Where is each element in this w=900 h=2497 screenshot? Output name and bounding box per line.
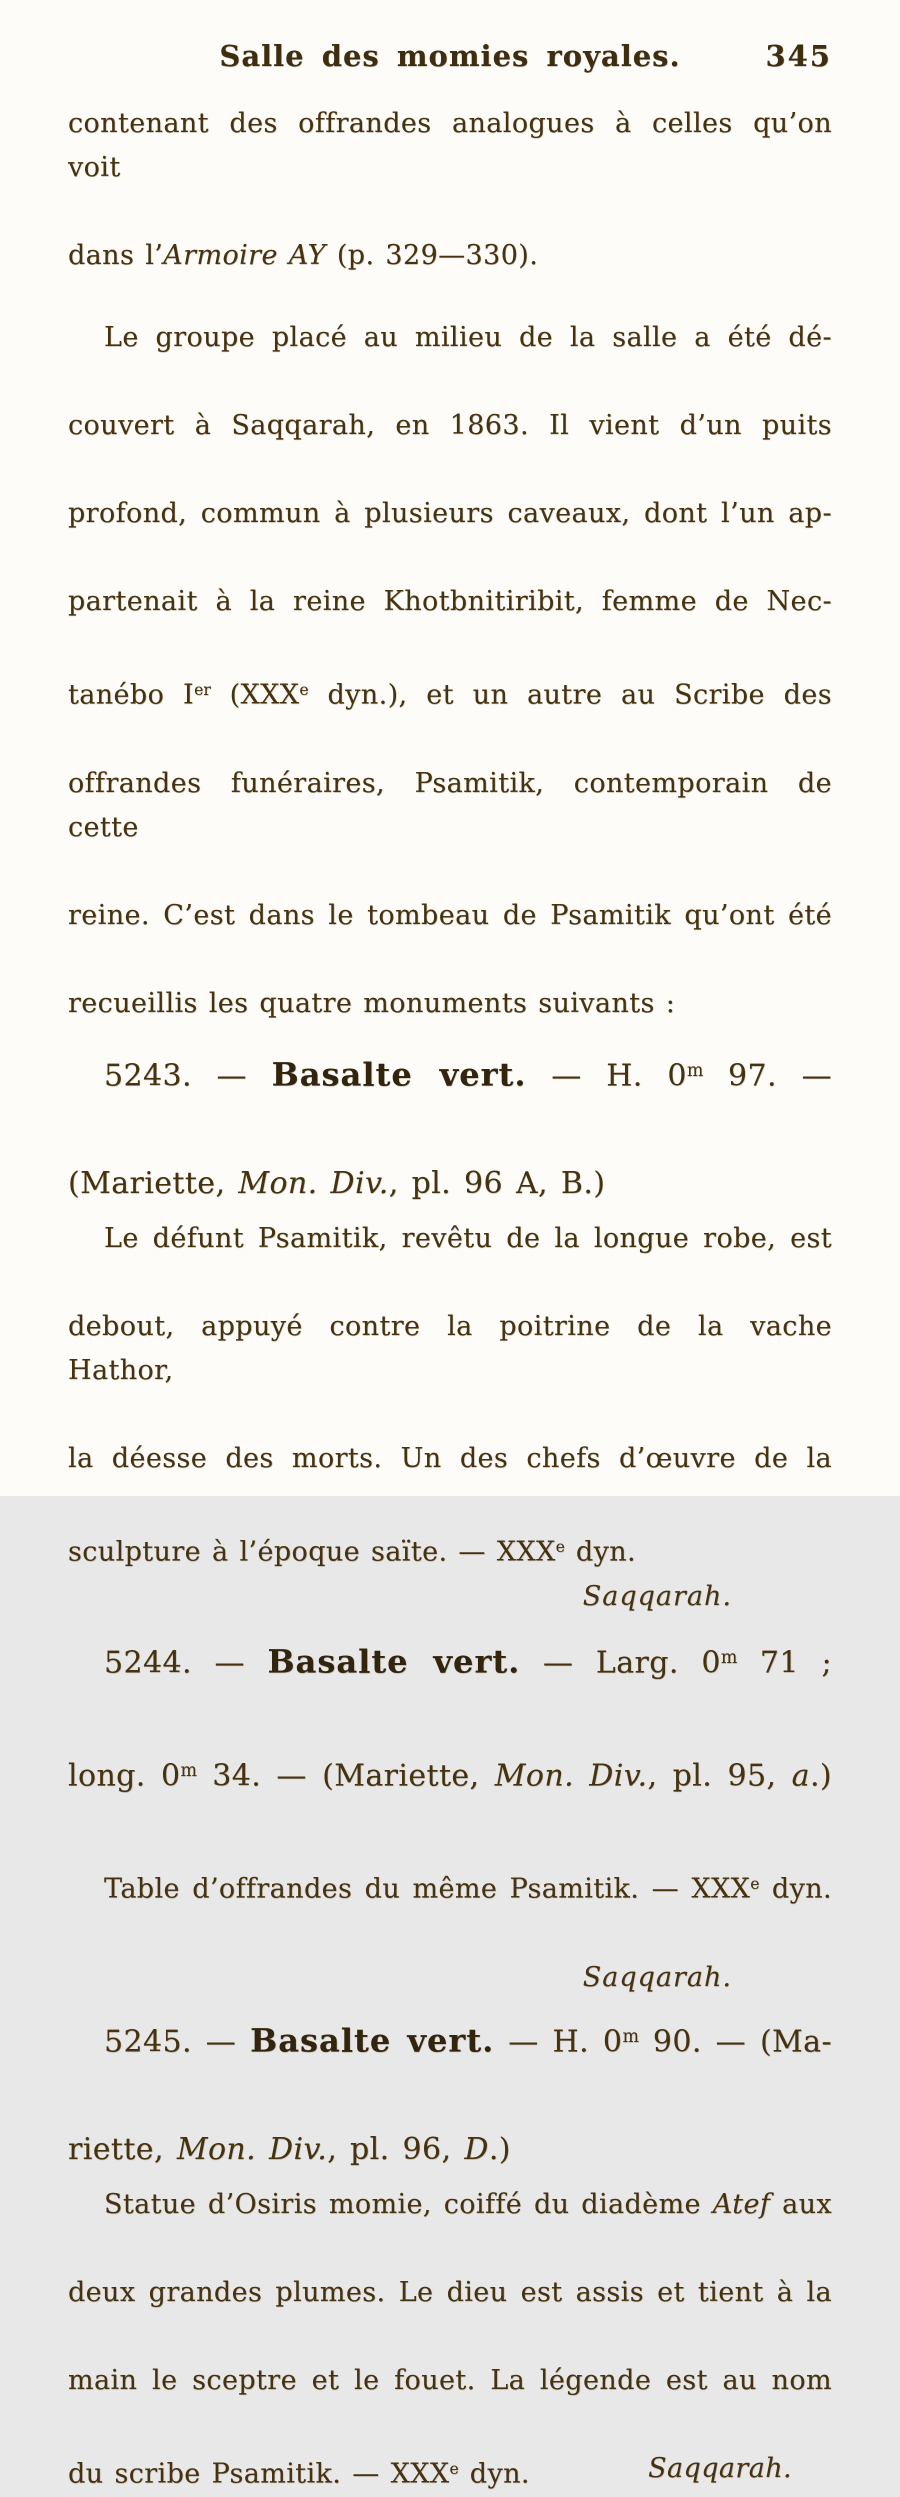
text-segment: recueillis les quatre monuments suivants : [68,987,676,1019]
text-line [68,1157,832,1211]
text-line [68,1744,832,1858]
entry-5243-description [68,1217,832,1575]
intro-continuation-paragraph [68,102,832,278]
text-line [68,668,832,762]
text-segment: , pl. 96, [327,2132,465,2168]
text-segment: 90. — (Ma- [638,2024,833,2060]
entry-5245-description [68,2183,832,2497]
text-line [68,762,832,894]
text-segment: Basalte vert. [271,1055,527,1094]
text-segment: (Mariette, [68,1166,239,1202]
text-segment: Statue d’Osiris momie, coiffé du diadème [104,2189,713,2221]
text-segment: aux [770,2189,832,2221]
text-line [68,1862,832,1956]
text-line-part [68,2447,530,2497]
text-segment: m [686,1060,704,1081]
entry-5243-provenance [68,1575,832,1619]
entry-5244-heading [68,1631,832,1858]
group-discovery-paragraph [68,316,832,1026]
text-segment: debout, appuyé contre la poitrine de la vache Hathor, [68,1311,832,1387]
text-segment: Mon. Div. [176,2132,328,2168]
text-segment: sculpture à l’époque saïte. — XXX [68,1536,556,1568]
text-segment: couvert à Saqqarah, en 1863. Il vient d’un puits [68,410,832,441]
text-line [68,2123,832,2177]
text-segment: partenait à la reine Khotbnitiribit, femme de Nec- [68,586,832,617]
text-line [68,1525,832,1575]
text-line [68,1044,832,1158]
text-segment: dyn.), et un autre au Scribe des [308,679,832,711]
text-segment: riette, [68,2132,177,2168]
page-header [68,36,832,76]
text-segment: la déesse des morts. Un des chefs d’œuvre de la [68,1443,832,1475]
text-segment: dans l’ [68,240,164,271]
text-segment: du scribe Psamitik. — XXX [68,2458,450,2490]
text-segment: — Larg. 0 [520,1645,721,1681]
text-segment: D [464,2132,489,2168]
text-segment: main le sceptre et le fouet. La légende est au nom [68,2365,832,2397]
text-line [68,492,832,580]
text-segment: Atef [712,2189,771,2221]
text-segment: m [180,1761,197,1782]
text-segment: — H. 0 [494,2024,623,2060]
text-segment: , pl. 96 A, B.) [388,1166,606,1202]
text-segment: e [750,1873,760,1893]
text-segment: Le groupe placé au milieu de la salle a été dé- [104,322,832,353]
text-line-part [648,2447,792,2497]
text-segment: Le défunt Psamitik, revêtu de la longue robe, est [104,1223,832,1255]
entry-5244-provenance [68,1956,832,2000]
text-segment: Saqqarah. [582,1961,732,1993]
text-segment: Saqqarah. [582,1580,732,1612]
text-segment: dyn. [759,1873,833,1905]
text-segment: 34. — (Mariette, [196,1758,495,1794]
text-segment: dyn. [564,1536,637,1568]
text-segment: deux grandes plumes. Le dieu est assis et tient à la [68,2277,832,2309]
text-segment: Basalte vert. [267,1642,521,1681]
text-line [68,580,832,668]
text-line [68,404,832,492]
text-line [68,1217,832,1305]
text-segment: .) [488,2132,511,2168]
text-segment: e [449,2459,459,2479]
page-body [68,102,832,2497]
text-line [68,2183,832,2271]
text-segment: (XXX [210,679,300,711]
text-segment: (p. 329—330). [325,240,539,271]
text-segment: Table d’offrandes du même Psamitik. — XXX [104,1873,751,1905]
text-line [68,1305,832,1437]
text-line [68,2447,832,2497]
text-segment: profond, commun à plusieurs caveaux, dont l’un ap- [68,498,832,529]
text-segment: dyn. [458,2458,530,2490]
text-line [68,2359,832,2447]
text-line [68,2271,832,2359]
text-segment: .) [809,1758,832,1794]
text-line [68,1575,832,1619]
text-segment: m [622,2026,639,2047]
text-segment: e [555,1537,565,1557]
text-segment: Mon. Div. [238,1166,389,1202]
entry-5245-heading [68,2010,832,2178]
text-line [68,1437,832,1525]
text-segment: m [720,1647,738,1668]
text-segment: long. 0 [68,1758,181,1794]
text-line [68,1956,832,2000]
text-segment: e [299,680,309,699]
text-segment: Mon. Div. [494,1758,648,1794]
text-segment: 71 ; [737,1645,832,1681]
text-segment: Armoire AY [163,240,326,271]
text-segment: Basalte vert. [250,2021,495,2060]
text-segment: 5244. — [104,1645,268,1681]
text-line [68,982,832,1026]
text-segment: contenant des offrandes analogues à celles qu’on voit [68,108,832,183]
text-segment: , pl. 95, [647,1758,792,1794]
text-segment: tanébo I [68,679,195,711]
text-segment: Saqqarah. [648,2453,792,2485]
text-segment: 97. — [703,1058,832,1094]
text-line [68,894,832,982]
entry-5244-description [68,1862,832,1956]
text-segment: er [194,680,211,699]
text-line [68,316,832,404]
text-segment: reine. C’est dans le tombeau de Psamitik qu’ont été [68,899,832,931]
text-line [68,234,832,278]
text-line [68,1631,832,1745]
text-segment: — H. 0 [526,1058,687,1094]
text-segment: 5245. — [104,2024,251,2060]
entry-5243-heading [68,1044,832,1212]
text-segment: offrandes funéraires, Psamitik, contemporain de cette [68,767,832,843]
text-line [68,102,832,234]
text-segment: a [791,1758,810,1794]
text-line [68,2010,832,2124]
running-title: Salle des momies royales. [219,39,681,73]
page-number: 345 [765,39,832,73]
text-segment: 5243. — [104,1058,272,1094]
